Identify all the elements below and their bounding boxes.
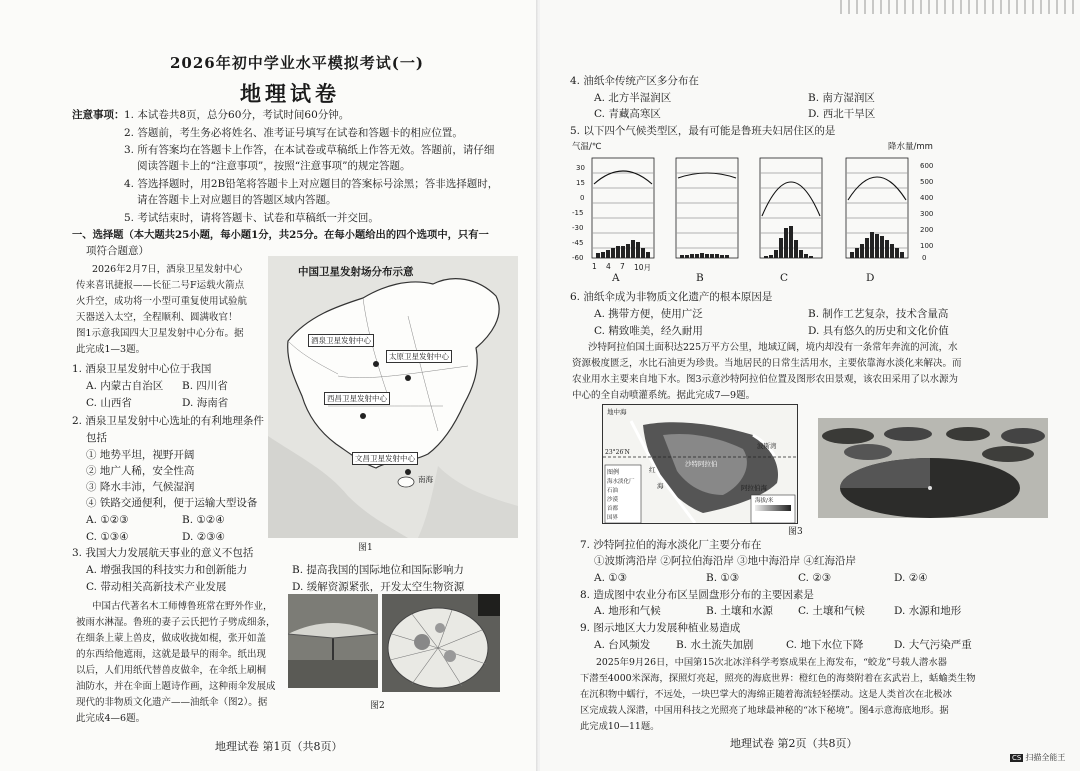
- passage-4-line: 下潜至4000米深海，探照灯亮起，照亮的海底世界：橙红色的海葵附着在玄武岩上，蛞蝓类生物: [580, 673, 976, 684]
- passage-4-line: 2025年9月26日，中国第15次北冰洋科学考察成果在上海发布，“蛟龙”号载人潜水器: [596, 657, 947, 668]
- q3-option-c: C. 带动相关高新技术产业发展: [86, 581, 227, 593]
- map-label-jiuquan: 酒泉卫星发射中心: [308, 334, 374, 347]
- precip-tick: 300: [920, 210, 934, 218]
- q6-option-c: C. 精致唯美，经久耐用: [594, 325, 703, 337]
- q9-option-c: C. 地下水位下降: [786, 639, 864, 651]
- q4-option-d: D. 西北干旱区: [808, 108, 876, 120]
- watermark-text: 扫描全能王: [1025, 753, 1066, 762]
- climate-panel-c: C: [780, 272, 789, 284]
- q2-option-c: C. ①③④: [86, 531, 129, 543]
- q9-option-d: D. 大气污染严重: [894, 639, 972, 651]
- q3-option-a: A. 增强我国的科技实力和创新能力: [86, 564, 248, 576]
- oil-paper-umbrella-photo-right: [382, 594, 500, 692]
- label-red-sea-1: 红: [649, 466, 656, 474]
- temp-tick: -30: [572, 224, 584, 232]
- q2-option-d: D. ②③④: [182, 531, 225, 543]
- climate-graph-svg: [562, 140, 942, 262]
- notice-4b: 请在答题卡上对应题目的答题区域内答题。: [137, 194, 337, 206]
- temp-axis-label: 气温/℃: [572, 142, 602, 152]
- precip-tick: 100: [920, 242, 934, 250]
- temp-tick: -15: [572, 209, 584, 217]
- month-tick: 4: [606, 262, 611, 271]
- legend-elevation: 海拔/米: [755, 498, 774, 504]
- climate-panel-d: D: [866, 272, 875, 284]
- legend-desert: 沙漠: [607, 497, 619, 503]
- q4-option-a: A. 北方半湿润区: [594, 92, 672, 104]
- map-label-taiyuan: 太原卫星发射中心: [386, 350, 452, 363]
- question-9: 9. 图示地区大力发展种植业易造成: [580, 622, 741, 634]
- passage-3-line: 沙特阿拉伯国土面积达225万平方公里，地域辽阔，境内却没有一条常年奔流的河流，水: [588, 342, 958, 353]
- q1-option-a: A. 内蒙古自治区: [86, 380, 164, 392]
- climate-charts: [562, 140, 942, 262]
- map-label-xichang: 西昌卫星发射中心: [324, 392, 390, 405]
- question-3: 3. 我国大力发展航天事业的意义不包括: [72, 547, 254, 559]
- question-8: 8. 造成图中农业分布区呈圆盘形分布的主要因素是: [580, 589, 814, 601]
- q6-option-d: D. 具有悠久的历史和文化价值: [808, 325, 949, 337]
- q6-option-a: A. 携带方便，使用广泛: [594, 308, 703, 320]
- scanner-watermark: [1010, 752, 1065, 763]
- exam-title: 2026年初中学业水平模拟考试(一): [170, 54, 424, 72]
- passage-2-line: 油防水，并在伞面上题诗作画，这种雨伞发展成: [76, 681, 276, 692]
- passage-2-line: 被雨水淋湿。鲁班的妻子云氏把竹子劈成细条，: [76, 617, 276, 628]
- saudi-arabia-map: [602, 404, 798, 524]
- q8-option-d: D. 水源和地形: [894, 605, 962, 617]
- page-1-footer: 地理试卷 第1页（共8页）: [215, 740, 343, 753]
- q8-option-a: A. 地形和气候: [594, 605, 661, 617]
- climate-panel-b: B: [696, 272, 704, 284]
- passage-4-line: 在沉积物中蠕行，不远处，一块巴掌大的海绵正随着海流轻轻摆动。这是人类首次在北极冰: [580, 689, 952, 700]
- month-tick: 7: [620, 262, 625, 271]
- figure-2-caption: 图2: [370, 701, 385, 711]
- page-2-footer: 地理试卷 第2页（共8页）: [730, 737, 858, 750]
- q7-option-a: A. ①③: [594, 572, 628, 584]
- precip-tick: 0: [922, 254, 927, 262]
- climate-panel-a: A: [612, 272, 620, 284]
- legend-desalination: 海水淡化厂: [607, 479, 635, 485]
- map-label-wenchang: 文昌卫星发射中心: [352, 452, 418, 465]
- q2-item-3: ③ 降水丰沛，气候湿润: [86, 481, 195, 493]
- q1-option-d: D. 海南省: [182, 397, 229, 409]
- china-launch-site-map: [268, 256, 518, 538]
- legend-title: 图例: [607, 469, 620, 476]
- q4-option-c: C. 青藏高寒区: [594, 108, 661, 120]
- passage-1-line: 传来喜讯捷报——长征二号F运载火箭点: [76, 280, 245, 291]
- q9-option-a: A. 台风频发: [594, 639, 651, 651]
- scan-artifact: [840, 0, 1080, 14]
- passage-1-line: 图1示意我国四大卫星发射中心分布。据: [76, 328, 244, 339]
- temp-tick: 15: [576, 179, 585, 187]
- question-2b: 包括: [86, 432, 107, 444]
- passage-3-line: 资源极度匮乏，水比石油更为珍贵。当地居民的日常生活用水，主要依靠海水淡化来解决。而: [572, 358, 962, 369]
- q9-option-b: B. 水土流失加剧: [676, 639, 754, 651]
- q8-option-b: B. 土壤和水源: [706, 605, 773, 617]
- q7-option-c: C. ②③: [798, 572, 832, 584]
- notice-3: 3. 所有答案均在答题卡上作答，在本试卷或草稿纸上作答无效。答题前，请仔细: [124, 144, 495, 156]
- subject-title: 地理试卷: [240, 81, 340, 106]
- q2-item-1: ① 地势平坦，视野开阔: [86, 449, 195, 461]
- figure-3-caption: 图3: [788, 527, 803, 537]
- temp-tick: 30: [576, 164, 585, 172]
- passage-2-line: 此完成4—6题。: [76, 713, 146, 724]
- passage-2-line: 以后，人们用纸代替兽皮做伞，在伞纸上刷桐: [76, 665, 267, 676]
- month-tick: 1: [592, 262, 597, 271]
- oil-paper-umbrella-photo-left: [288, 594, 378, 688]
- question-6: 6. 油纸伞成为非物质文化遗产的根本原因是: [570, 291, 773, 303]
- question-2: 2. 酒泉卫星发射中心选址的有利地理条件: [72, 415, 264, 427]
- question-5: 5. 以下四个气候类型区，最有可能是鲁班夫妇居住区的是: [570, 125, 836, 137]
- passage-2-line: 在细条上蒙上兽皮，做成收拢如棍，张开如盖: [76, 633, 267, 644]
- map-label-south-sea: 南海: [418, 475, 433, 484]
- q2-option-b: B. ①②④: [182, 514, 225, 526]
- passage-4-line: 区完成载人深潜，中国用科技之光照亮了地球最神秘的“冰下秘境”。图4示意海底地形。据: [580, 705, 949, 716]
- passage-3-line: 中心的全自动喷灌系统。据此完成7—9题。: [572, 390, 756, 401]
- passage-2-line: 的东西给他遮雨，这就是最早的雨伞。纸出现: [76, 649, 267, 660]
- passage-2-line: 中国古代著名木工师傅鲁班常在野外作业，: [92, 601, 273, 612]
- map-title: 中国卫星发射场分布示意: [298, 266, 414, 278]
- temp-tick: 0: [580, 194, 585, 202]
- label-mediterranean: 地中海: [607, 408, 627, 416]
- passage-4-line: 此完成10—11题。: [580, 721, 660, 732]
- passage-2-line: 现代的非物质文化遗产——油纸伞（图2）。据: [76, 697, 268, 708]
- temp-tick: -45: [572, 239, 584, 247]
- question-1: 1. 酒泉卫星发射中心位于我国: [72, 363, 212, 375]
- label-saudi-arabia: 沙特阿拉伯: [685, 460, 718, 468]
- precip-tick: 400: [920, 194, 934, 202]
- q2-item-4: ④ 铁路交通便利，便于运输大型设备: [86, 497, 258, 509]
- precip-tick: 200: [920, 226, 934, 234]
- q4-option-b: B. 南方湿润区: [808, 92, 875, 104]
- notice-3b: 阅读答题卡上的“注意事项”，按照“注意事项”的规定答题。: [137, 160, 411, 172]
- legend-capital: 首都: [607, 506, 619, 512]
- notice-2: 2. 答题前，考生务必将姓名、准考证号填写在试卷和答题卡的相应位置。: [124, 127, 463, 139]
- center-pivot-farmland-photo: [818, 418, 1048, 518]
- notice-1: 1. 本试卷共8页，总分60分，考试时间60分钟。: [124, 109, 350, 121]
- legend-border: 国界: [607, 515, 619, 521]
- q8-option-c: C. 土壤和气候: [798, 605, 865, 617]
- cs-logo-icon: CS: [1012, 754, 1022, 762]
- label-red-sea-2: 海: [657, 482, 664, 490]
- label-tropic: 23°26′N: [605, 449, 630, 456]
- q3-option-d: D. 缓解资源紧张，开发太空生物资源: [292, 581, 465, 593]
- question-7: 7. 沙特阿拉伯的海水淡化厂主要分布在: [580, 539, 762, 551]
- figure-1-caption: 图1: [358, 543, 373, 553]
- passage-1-line: 火升空，成功将一小型可重复使用试验航: [76, 296, 248, 307]
- notice-5: 5. 考试结束时，请将答题卡、试卷和草稿纸一并交回。: [124, 212, 379, 224]
- label-persian-gulf: 波斯湾: [757, 442, 777, 450]
- exam-page-2: [540, 0, 1080, 771]
- q1-option-c: C. 山西省: [86, 397, 132, 409]
- q7-option-d: D. ②④: [894, 572, 928, 584]
- section-1-heading: 一、选择题（本大题共25小题，每小题1分，共25分。在每小题给出的四个选项中，只有一: [72, 229, 489, 241]
- q7-option-b: B. ①③: [706, 572, 740, 584]
- temp-tick: -60: [572, 254, 584, 262]
- label-arabian-sea: 阿拉伯海: [741, 484, 767, 492]
- q1-option-b: B. 四川省: [182, 380, 228, 392]
- question-4: 4. 油纸伞传统产区多分布在: [570, 75, 699, 87]
- precip-axis-label: 降水量/mm: [888, 142, 933, 152]
- precip-tick: 600: [920, 162, 934, 170]
- q2-item-2: ② 地广人稀，安全性高: [86, 465, 195, 477]
- precip-tick: 500: [920, 178, 934, 186]
- passage-3-line: 农业用水主要来自地下水。图3示意沙特阿拉伯位置及图形农田景观，该农田采用了以水源为: [572, 374, 959, 385]
- passage-1-line: 天器送入太空，全程顺利、圆满收官！: [76, 312, 238, 323]
- q2-option-a: A. ①②③: [86, 514, 129, 526]
- notice-4: 4. 答选择题时，用2B铅笔将答题卡上对应题目的答案标号涂黑；答非选择题时，: [124, 178, 499, 190]
- notice-label: 注意事项：: [72, 109, 125, 121]
- passage-1-line: 此完成1—3题。: [76, 344, 146, 355]
- exam-page-1: [0, 0, 538, 771]
- month-tick: 10月: [634, 263, 652, 272]
- q6-option-b: B. 制作工艺复杂，技术含量高: [808, 308, 949, 320]
- q7-items: ①波斯湾沿岸 ②阿拉伯海沿岸 ③地中海沿岸 ④红海沿岸: [594, 555, 857, 567]
- passage-1-line: 2026年2月7日，酒泉卫星发射中心: [92, 264, 243, 275]
- legend-oil: 石油: [607, 488, 619, 494]
- q3-option-b: B. 提高我国的国际地位和国际影响力: [292, 564, 464, 576]
- section-1-heading-b: 项符合题意）: [86, 245, 149, 257]
